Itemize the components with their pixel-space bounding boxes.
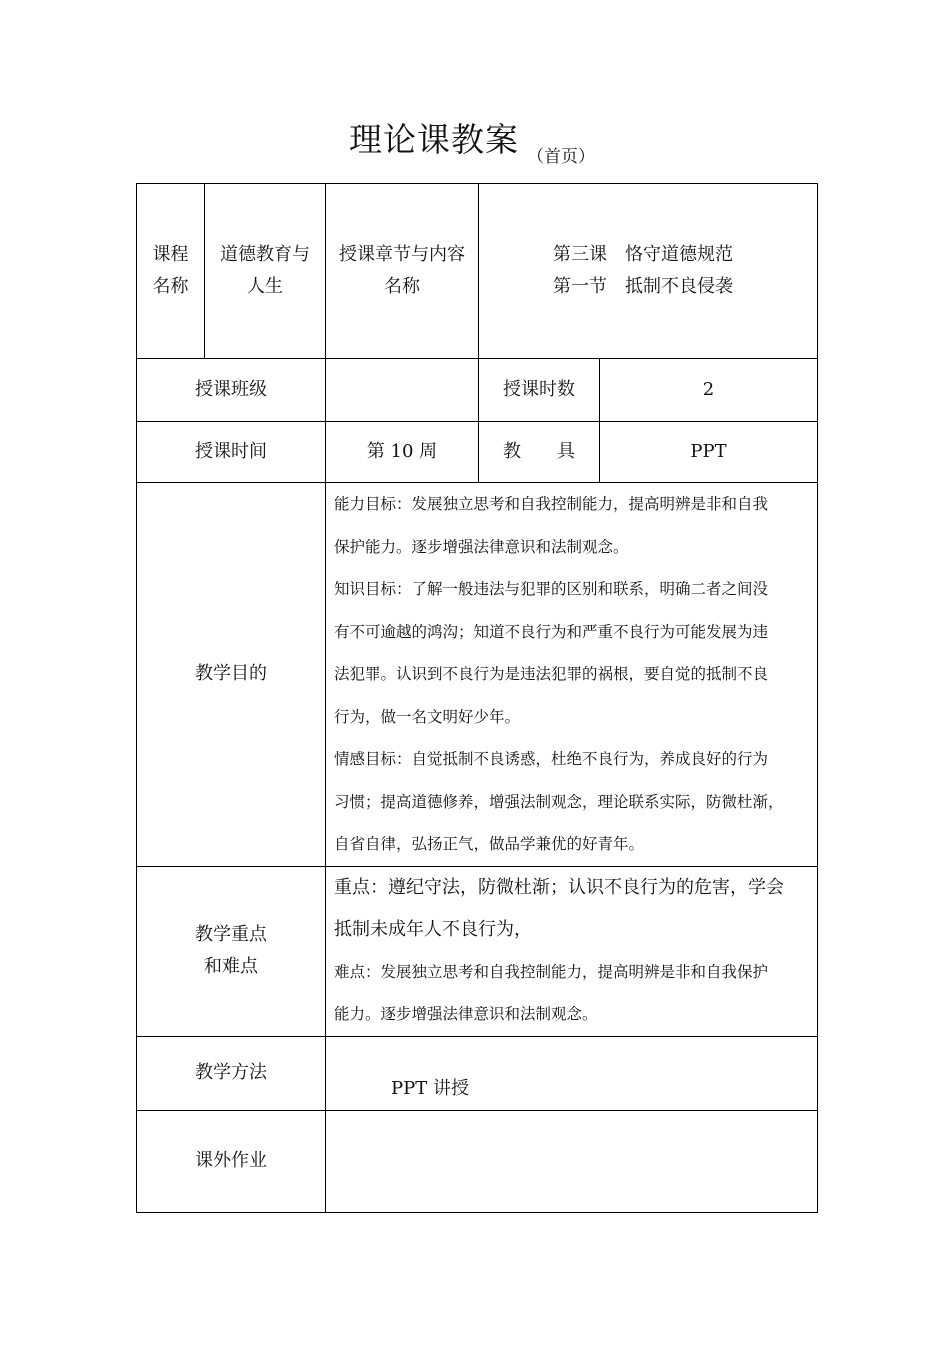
time-label: 授课时间 — [137, 422, 326, 483]
chapter-value: 第三课 恪守道德规范 第一节 抵制不良侵袭 — [479, 184, 818, 359]
class-label: 授课班级 — [137, 359, 326, 422]
method-label: 教学方法 — [137, 1036, 326, 1110]
homework-value — [326, 1110, 818, 1212]
row-keypoints — [137, 866, 818, 1036]
hours-value: 2 — [600, 359, 818, 422]
row-class — [137, 359, 818, 422]
course-name-label: 课程 名称 — [137, 184, 205, 359]
objective-line: 知识目标：了解一般违法与犯罪的区别和联系，明确二者之间没 — [334, 580, 769, 598]
keypoints-label: 教学重点 和难点 — [137, 866, 326, 1036]
lesson-plan-table — [136, 183, 818, 1213]
homework-label: 课外作业 — [137, 1110, 326, 1212]
objective-line: 行为，做一名文明好少年。 — [334, 707, 521, 726]
method-value: PPT 讲授 — [326, 1036, 818, 1110]
page-subtitle: （首页） — [527, 147, 595, 167]
objectives-label: 教学目的 — [137, 483, 326, 867]
objectives-text — [326, 483, 818, 867]
objective-line: 法犯罪。认识到不良行为是违法犯罪的祸根，要自觉的抵制不良 — [334, 665, 769, 683]
hours-label: 授课时数 — [479, 359, 600, 422]
objective-line: 情感目标：自觉抵制不良诱惑，杜绝不良行为，养成良好的行为 — [334, 750, 769, 768]
keypoint-line: 能力。逐步增强法律意识和法制观念。 — [334, 1004, 598, 1023]
keypoints-text — [326, 866, 818, 1036]
keypoint-line: 重点：遵纪守法，防微杜渐；认识不良行为的危害，学会 — [334, 876, 784, 898]
objective-line: 有不可逾越的鸿沟；知道不良行为和严重不良行为可能发展为违 — [334, 622, 769, 641]
row-method — [137, 1036, 818, 1110]
objective-line: 自省自律，弘扬正气，做品学兼优的好青年。 — [334, 835, 645, 853]
row-course — [137, 184, 818, 359]
keypoint-line: 难点：发展独立思考和自我控制能力，提高明辨是非和自我保护 — [334, 962, 769, 981]
keypoint-line: 抵制未成年人不良行为， — [334, 918, 532, 940]
objective-line: 能力目标：发展独立思考和自我控制能力，提高明辨是非和自我 — [334, 495, 769, 513]
chapter-label: 授课章节与内容 名称 — [326, 184, 479, 359]
time-value: 第 10 周 — [326, 422, 479, 483]
course-name-value: 道德教育与 人生 — [205, 184, 326, 359]
tools-label: 教 具 — [479, 422, 600, 483]
class-value — [326, 359, 479, 422]
tools-value: PPT — [600, 422, 818, 483]
row-time — [137, 422, 818, 483]
row-homework — [137, 1110, 818, 1212]
objective-line: 习惯；提高道德修养，增强法制观念，理论联系实际，防微杜渐， — [334, 792, 784, 811]
row-objectives — [137, 483, 818, 867]
objective-line: 保护能力。逐步增强法律意识和法制观念。 — [334, 537, 629, 556]
page-title: 理论课教案 — [349, 120, 519, 159]
